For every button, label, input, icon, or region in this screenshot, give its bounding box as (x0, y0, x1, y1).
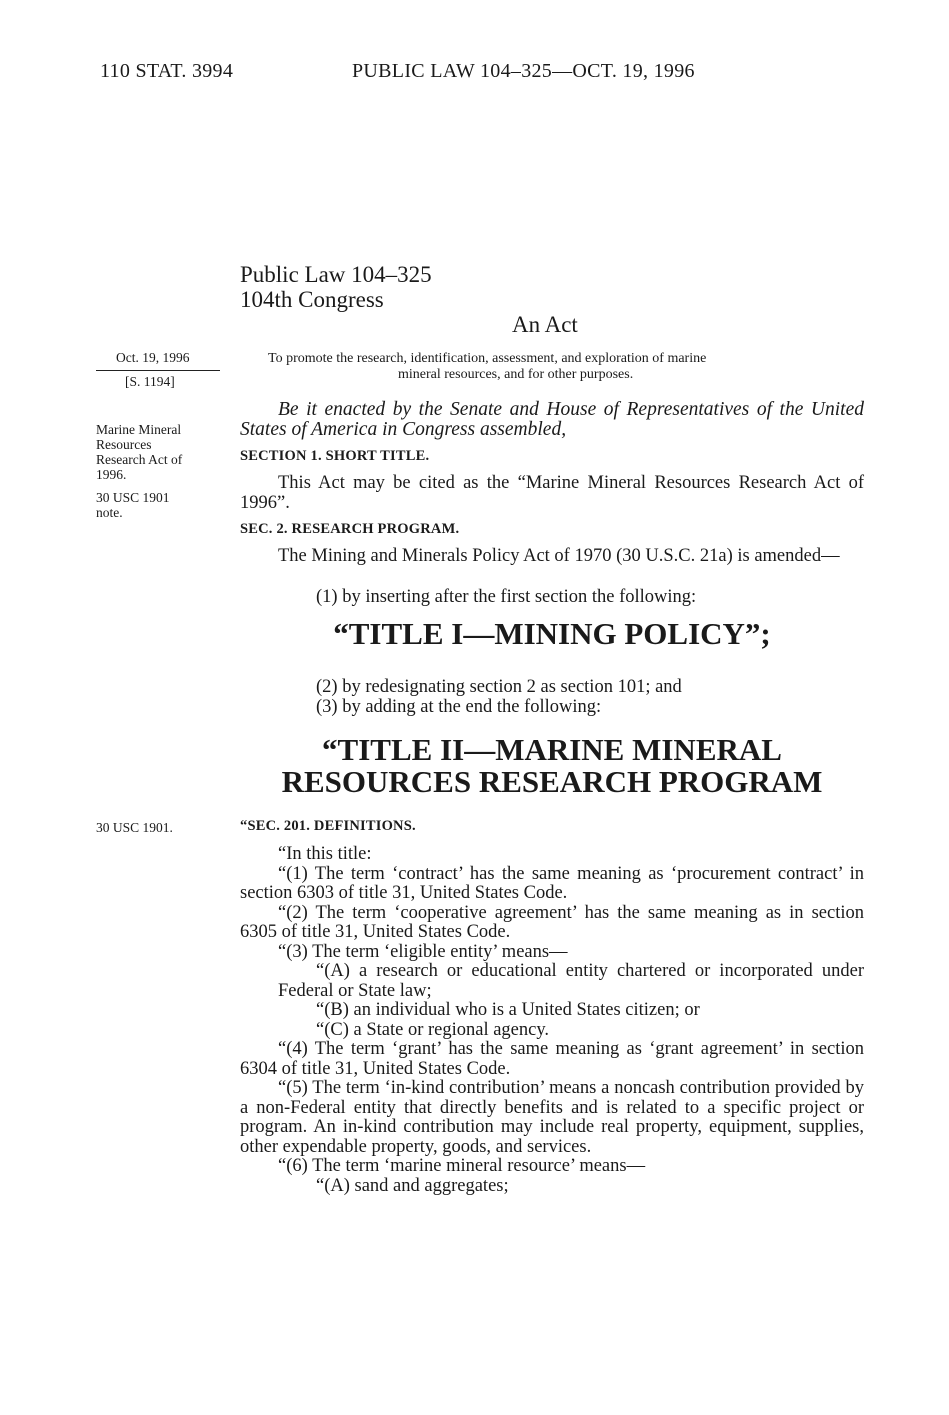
purpose-statement (268, 351, 706, 383)
title-ii-line-2: RESOURCES RESEARCH PROGRAM (281, 764, 823, 799)
margin-citation-note (96, 490, 170, 520)
title-i-heading: “TITLE I—MINING POLICY”; (333, 616, 771, 651)
definition-6a: “(A) sand and aggregates; (316, 1175, 509, 1196)
public-law-number: Public Law 104–325 (240, 262, 432, 287)
definition-5: “(5) The term ‘in-kind contribution’ means a noncash contribution provided by a non-Federal entity that directly benefits and is related to a specific project or program. An in-kind contribution may include real property, equipment, supplies, other expendable property, goods, and services. (240, 1078, 864, 1157)
congress-number: 104th Congress (240, 287, 384, 312)
page-number: 110 STAT. 3994 (100, 60, 234, 82)
section-2-heading: SEC. 2. RESEARCH PROGRAM. (240, 521, 460, 537)
section-2-text: The Mining and Minerals Policy Act of 1970 (30 U.S.C. 21a) is amended— (278, 546, 840, 566)
definition-1: “(1) The term ‘contract’ has the same meaning as ‘procurement contract’ in section 6303 of title 31, United States Code. (240, 863, 864, 903)
margin-note-line: 30 USC 1901 (96, 490, 170, 505)
enacting-clause-text: Be it enacted by the Senate and House of Representatives of the United States of America in Congress assembled, (240, 399, 864, 440)
running-head-citation: PUBLIC LAW 104–325—OCT. 19, 1996 (352, 60, 695, 82)
definitions-intro: “In this title: (278, 844, 372, 864)
title-ii-line-1: “TITLE II—MARINE MINERAL (322, 732, 782, 767)
definitions-list (240, 845, 864, 1196)
margin-divider (96, 370, 220, 371)
an-act-heading: An Act (512, 312, 578, 337)
definition-3c: “(C) a State or regional agency. (316, 1019, 550, 1040)
enacting-clause (240, 400, 864, 439)
margin-note-line: 1996. (96, 467, 127, 482)
purpose-line-2: mineral resources, and for other purposes. (398, 367, 634, 382)
section-201-heading: “SEC. 201. DEFINITIONS. (240, 818, 416, 834)
definition-3b: “(B) an individual who is a United States citizen; or (316, 1000, 700, 1020)
margin-note-line: Research Act of (96, 452, 183, 467)
margin-short-title-note (96, 422, 182, 482)
margin-note-line: Resources (96, 437, 152, 452)
margin-bill-number: [S. 1194] (125, 374, 175, 389)
definition-3a: “(A) a research or educational entity chartered or incorporated under Federal or State law; (278, 961, 864, 1001)
title-ii-heading (240, 734, 864, 798)
definition-3: “(3) The term ‘eligible entity’ means— (278, 941, 568, 962)
definition-2: “(2) The term ‘cooperative agreement’ has the same meaning as in section 6305 of title 31, United States Code. (240, 902, 864, 942)
amendment-item-3: (3) by adding at the end the following: (316, 697, 602, 717)
definition-4: “(4) The term ‘grant’ has the same meaning as ‘grant agreement’ in section 6304 of title 31, United States Code. (240, 1039, 864, 1079)
section-1-text: This Act may be cited as the “Marine Mineral Resources Research Act of 1996”. (240, 473, 864, 513)
definition-6: “(6) The term ‘marine mineral resource’ means— (278, 1156, 646, 1176)
amendment-item-1: (1) by inserting after the first section the following: (316, 587, 697, 607)
purpose-line-1: To promote the research, identification, assessment, and exploration of marine (268, 351, 707, 366)
margin-note-line: note. (96, 505, 123, 520)
margin-sec201-note: 30 USC 1901. (96, 820, 173, 835)
margin-date: Oct. 19, 1996 (116, 350, 190, 365)
margin-note-line: Marine Mineral (96, 422, 182, 437)
section-1-heading: SECTION 1. SHORT TITLE. (240, 448, 430, 464)
amendment-item-2: (2) by redesignating section 2 as section 101; and (316, 677, 682, 697)
